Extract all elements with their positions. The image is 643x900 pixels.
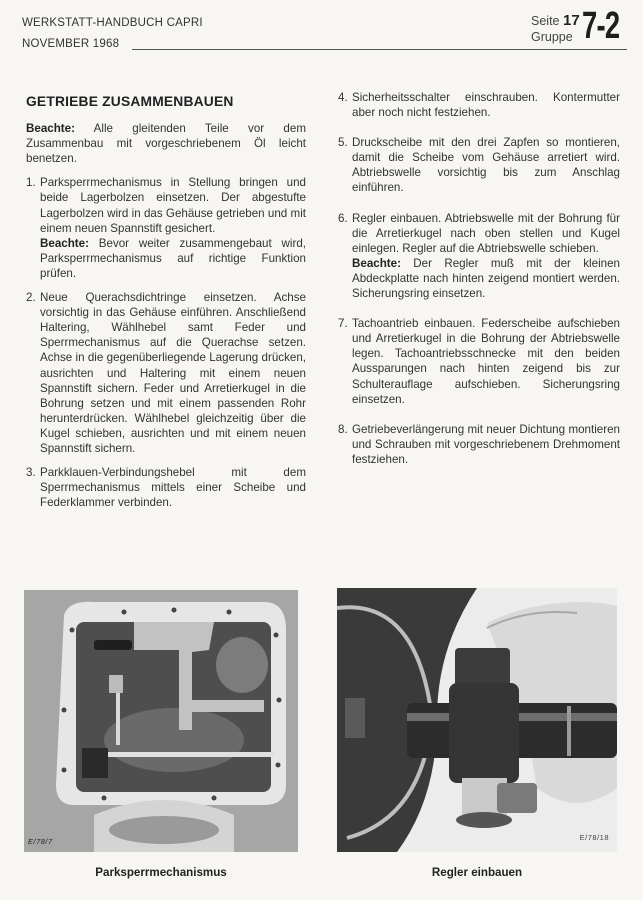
governor-assembly-illustration [337, 588, 617, 852]
step-note [40, 236, 306, 281]
left-column [26, 94, 306, 519]
note-label: Beachte: [352, 256, 401, 270]
step-6 [338, 211, 620, 302]
note-text: Der Regler muß mit der kleinen Abdeckplatte nach hinten zeigend montiert werden. Sicherungsring einsetzen. [352, 256, 620, 301]
header-rule [132, 49, 627, 50]
step-number: 6. [338, 211, 348, 225]
publication-date: NOVEMBER 1968 [22, 38, 120, 50]
step-1 [26, 175, 306, 281]
note-label: Beachte: [40, 236, 89, 250]
step-text: Getriebeverlängerung mit neuer Dichtung montieren und Schrauben mit vorgeschriebenem Drehmoment festziehen. [352, 422, 620, 466]
page-label: Seite [531, 14, 560, 28]
figure-park-lock-mechanism-photo [24, 590, 298, 852]
step-text: Parkklauen-Verbindungshebel mit dem Sperrmechanismus mittels einer Scheibe und Federklammer verbinden. [40, 466, 306, 510]
figure-caption: Parksperrmechanismus [95, 866, 227, 879]
right-column [338, 90, 620, 482]
figure-code: E/78/18 [579, 833, 609, 842]
step-7 [338, 316, 620, 407]
section-title: GETRIEBE ZUSAMMENBAUEN [26, 94, 234, 109]
step-text: Druckscheibe mit den drei Zapfen so montieren, damit die Scheibe vom Gehäuse arretiert wird. Abtriebswelle vorsichtig bis zum Anschlag einführen. [352, 136, 620, 195]
step-number: 5. [338, 136, 348, 150]
step-3 [26, 465, 306, 510]
step-number: 1. [26, 176, 36, 190]
step-text: Neue Querachsdichtringe einsetzen. Achse vorsichtig in das Gehäuse einführen. Anschließend Haltering, Wählhebel samt Feder und Sperrmechanismus auf die Querachse setzen. Achse in die gegenüberliegende Lagerung drücken, ausrichten und Haltering mit einem neuen Spannstift sichern. Feder und Arretierkugel in die Bohrung setzen und mit einem passenden Rohr herunterdrücken. Wählhebel gleichzeitig über die Kugel schieben, ausrichten und mit einem neuen Spannstift sichern. [40, 291, 306, 455]
figure-code: E/78/7 [28, 837, 53, 846]
step-note [352, 256, 620, 301]
note-text: Bevor weiter zusammengebaut wird, Parksperrmechanismus auf richtige Funktion prüfen. [40, 236, 306, 280]
step-text: Sicherheitsschalter einschrauben. Kontermutter aber noch nicht festziehen. [352, 91, 620, 120]
step-8 [338, 422, 620, 467]
step-number: 8. [338, 422, 348, 436]
page-indicator [531, 12, 580, 29]
step-2 [26, 290, 306, 456]
step-4 [338, 90, 620, 120]
group-number: 7-2 [582, 5, 620, 47]
page-number: 17 [562, 12, 580, 29]
step-number: 7. [338, 317, 348, 331]
manual-title: WERKSTATT-HANDBUCH CAPRI [22, 17, 203, 29]
intro-note [26, 121, 306, 166]
step-number: 2. [26, 291, 36, 305]
step-text: Tachoantrieb einbauen. Federscheibe aufschieben und Arretierkugel in die Bohrung der Abtriebswelle legen. Tachoantriebsschnecke mit den beiden Aussparungen nach hinten zeigend bis zur Schulterauflage aufschieben. Sicherungsring einsetzen. [352, 317, 620, 406]
figure-governor-install-photo [337, 588, 617, 852]
step-number: 3. [26, 466, 36, 480]
step-text: Parksperrmechanismus in Stellung bringen und beide Lagerbolzen einsetzen. Der abgestufte Lagerbolzen wird in das Gehäuse getrieben und mit einem neuen Spannstift gesichert. [40, 176, 306, 235]
step-5 [338, 135, 620, 195]
step-number: 4. [338, 91, 348, 104]
gearbox-housing-illustration [24, 590, 298, 852]
step-text: Regler einbauen. Abtriebswelle mit der Bohrung für die Arretierkugel nach oben stellen und Kugel einlegen. Regler auf die Abtriebswelle schieben. [352, 211, 620, 255]
note-text: Alle gleitenden Teile vor dem Zusammenbau mit vorgeschriebenem Öl leicht benetzen. [26, 122, 306, 166]
figure-caption: Regler einbauen [431, 866, 523, 879]
note-label: Beachte: [26, 122, 75, 136]
group-label: Gruppe [531, 30, 573, 44]
